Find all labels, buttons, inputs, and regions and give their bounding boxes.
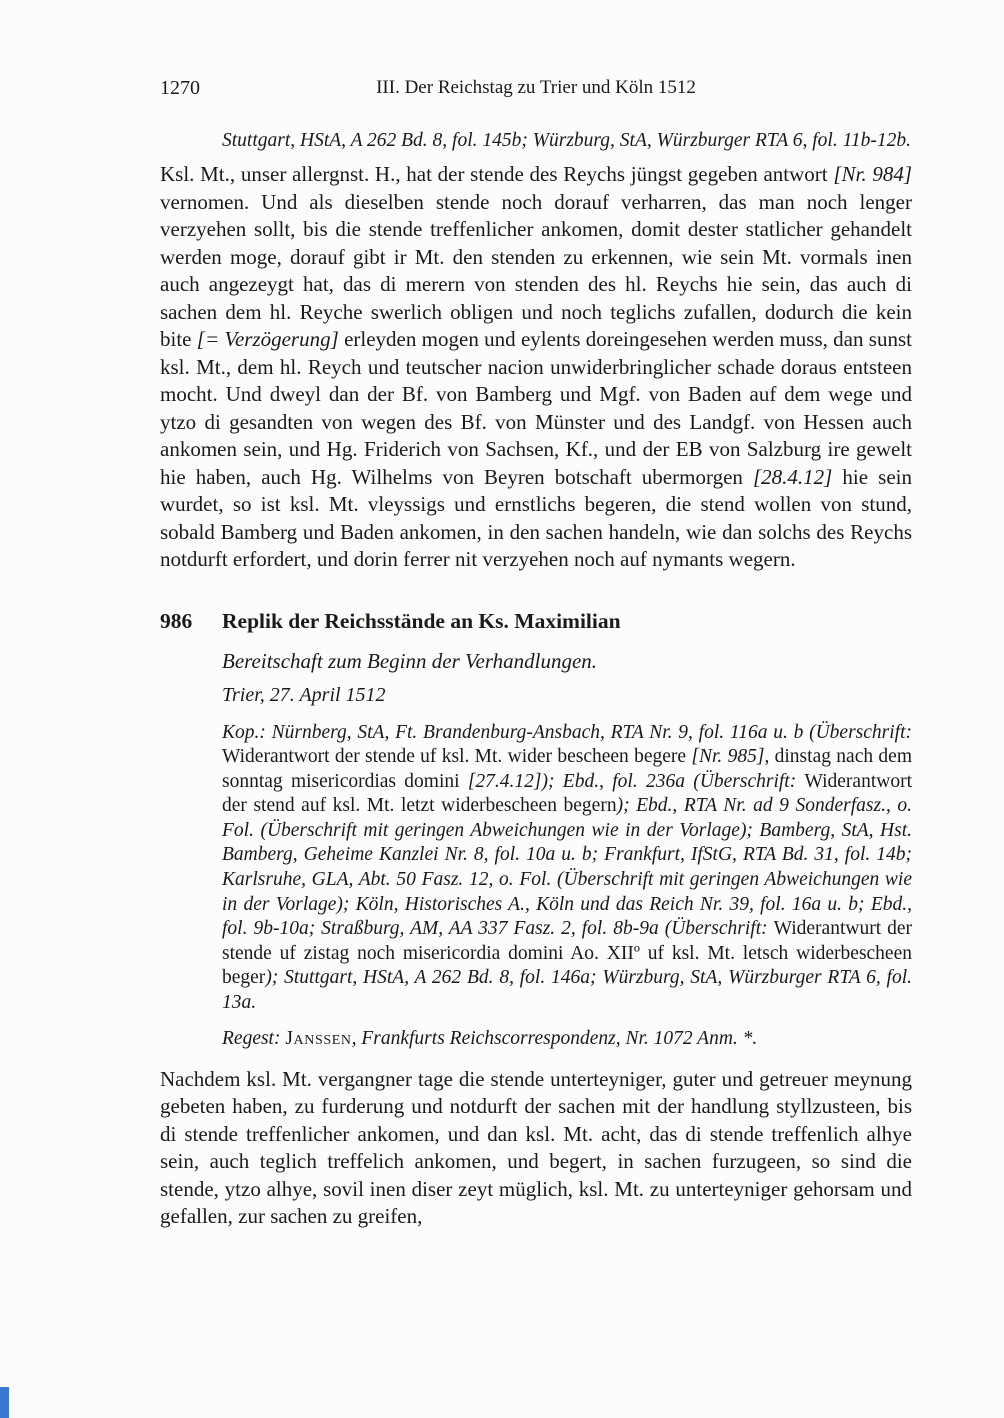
entry-986-dateline: Trier, 27. April 1512 [222, 683, 386, 706]
entry-986-title: Replik der Reichsstände an Ks. Maximilian [222, 608, 621, 633]
entry-986-heading [160, 608, 912, 634]
text-block [160, 76, 912, 1231]
running-head: III. Der Reichstag zu Trier und Köln 1512 [376, 77, 696, 98]
entry-985-body: Ksl. Mt., unser allergnst. H., hat der stende des Reychs jüngst gegeben antwort [Nr. 984] vernomen. Und als dieselben stende noch dorauf verharren, das man noch lenger verzyehen sollt, bis die stende treffenlicher ankomen, domit dester statlicher gehandelt werden moge, dorauf gibt ir Mt. den stenden zu erkennen, wie sein Mt. vormals inen auch angezeygt hat, das di merern von stenden des hl. Reychs hie sein, das auch di sachen dem hl. Reyche swerlich obligen und noch teglichs zufallen, dodurch die kein bite [= Verzögerung] erleyden mogen und eylents doreingesehen werden muss, dan sunst ksl. Mt., dem hl. Reych und teutscher nacion unwiderbringlicher schade doraus entsteen mocht. Und dweyl dan der Bf. von Bamberg und Mgf. von Baden auf dem wege und ytzo di gesandten von wegen des Bf. von Münster und des Landgf. von Hessen auch ankomen sein, und Hg. Friderich von Sachsen, Kf., und der EB von Salzburg ire gewelt hie haben, auch Hg. Wilhelms von Beyren botschaft ubermorgen [28.4.12] hie sein wurdet, so ist ksl. Mt. vleyssigs und ernstlichs begeren, die stend wollen von stund, sobald Bamberg und Baden ankomen, in den sachen handeln, wie dan solchs des Reychs notdurft erfordert, und dorin ferrer nit verzyehen noch auf nymants wegern. [160, 162, 912, 571]
entry-985-source-citation: Stuttgart, HStA, A 262 Bd. 8, fol. 145b; Würzburg, StA, Würzburger RTA 6, fol. 11b-12b. [222, 130, 912, 151]
entry-986-number: 986 [160, 608, 193, 633]
page-number: 1270 [160, 77, 200, 99]
entry-986-regest: Regest: Janssen, Frankfurts Reichscorrespondenz, Nr. 1072 Anm. *. [222, 1027, 758, 1049]
page-header [160, 76, 912, 100]
entry-986-kop-citation: Kop.: Nürnberg, StA, Ft. Brandenburg-Ansbach, RTA Nr. 9, fol. 116a u. b (Überschrift: Widerantwort der stende uf ksl. Mt. wider bescheen begere [Nr. 985], dinstag nach dem sonntag misericordias domini [27.4.12]); Ebd., fol. 236a (Überschrift: Widerantwort der stend auf ksl. Mt. letzt widerbescheen begern); Ebd., RTA Nr. ad 9 Sonderfasz., o. Fol. (Überschrift mit geringen Abweichungen wie in der Vorlage); Bamberg, StA, Hst. Bamberg, Geheime Kanzlei Nr. 8, fol. 10a u. b; Frankfurt, IfStG, RTA Bd. 31, fol. 14b; Karlsruhe, GLA, Abt. 50 Fasz. 12, o. Fol. (Überschrift mit geringen Abweichungen wie in der Vorlage); Köln, Historisches A., Köln und das Reich Nr. 39, fol. 16a u. b; Ebd., fol. 9b-10a; Straßburg, AM, AA 337 Fasz. 2, fol. 8b-9a (Überschrift: Widerantwurt der stende uf zistag noch misericordia domini Ao. XIIº uf ksl. Mt. letsch widerbescheen beger); Stuttgart, HStA, A 262 Bd. 8, fol. 146a; Würzburg, StA, Würzburger RTA 6, fol. 13a. [222, 721, 913, 1014]
entry-986-body: Nachdem ksl. Mt. vergangner tage die stende unterteyniger, guter und getreuer meynung gebeten haben, zu furderung und notdurft der sachen mit der handlung styllzusteen, bis di stende treffenlicher ankomen, und dan ksl. Mt. acht, das di stende treffenlich alhye sein, auch teglich treffelich ankomen, und begert, in sachen furzugeen, so sind die stende, ytzo alhye, sovil inen diser zeyt müglich, ksl. Mt. zu unterteyniger gehorsam und gefallen, zur sachen zu greifen, [160, 1066, 912, 1229]
entry-986-subtitle: Bereitschaft zum Beginn der Verhandlungen. [222, 648, 598, 673]
blue-edge-marker [0, 1387, 9, 1418]
